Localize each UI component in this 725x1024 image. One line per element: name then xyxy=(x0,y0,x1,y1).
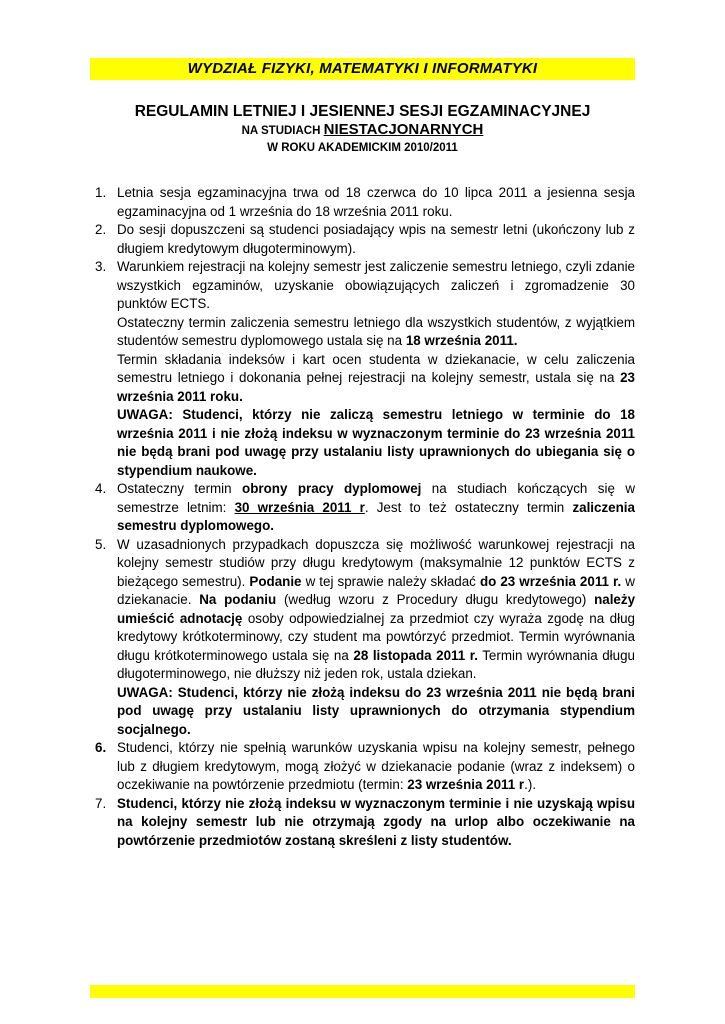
list-item-number: 1. xyxy=(95,185,107,200)
text-segment: do 23 września 2011 r. xyxy=(479,573,622,589)
list-item-content xyxy=(117,258,635,480)
text-segment: 28 listopada 2011 r. xyxy=(353,647,478,663)
list-item-number: 2. xyxy=(95,222,107,237)
text-segment: należy umieścić adnotację xyxy=(117,592,636,626)
title-block xyxy=(90,102,635,156)
text-segment: Studenci, którzy nie złożą indeksu w wyznaczonym terminie i nie uzyskają wpisu na kolejny semestr lub nie otrzymają zgody na urlop albo oczekiwanie na powtórzenie przedmiotów zostaną skreśleni z listy studentów. xyxy=(117,795,635,848)
list-item xyxy=(90,536,635,740)
text-segment: W uzasadnionych przypadkach dopuszcza się możliwość warunkowej rejestracji na kolejny semestr studiów przy długu kredytowym (maksymalnie 12 punktów ECTS z bieżącego semestru). xyxy=(117,536,635,589)
text-segment: 23 września 2011 roku. xyxy=(117,370,635,404)
paragraph xyxy=(117,536,635,684)
document-page xyxy=(90,58,635,850)
department-banner: WYDZIAŁ FIZYKI, MATEMATYKI I INFORMATYKI xyxy=(90,58,635,80)
list-item-number: 4. xyxy=(95,481,107,496)
text-segment: UWAGA: Studenci, którzy nie złożą indeksu do 23 września 2011 nie będą brani pod uwagę przy ustalaniu listy uprawnionych do otrzymania stypendium socjalnego. xyxy=(117,684,635,737)
text-segment: 18 września 2011. xyxy=(405,333,518,348)
paragraph xyxy=(117,258,635,314)
text-segment: UWAGA: Studenci, którzy nie zaliczą semestru letniego w terminie do 18 września 2011 i nie złożą indeksu w wyznaczonym terminie do 23 września 2011 nie będą brani pod uwagę przy ustalaniu listy uprawnionych do ubiegania się o stypendium naukowe. xyxy=(117,407,635,478)
paragraph xyxy=(117,351,635,407)
text-segment: Ostateczny termin xyxy=(117,481,243,496)
text-segment: 30 września 2011 r xyxy=(234,499,365,515)
subtitle-studies xyxy=(90,121,635,140)
text-segment: osoby odpowiedzialnej za przedmiot czy wyraża zgodę na dług kredytowy krótkoterminowy, czy student ma powtórzyć przedmiot. Termin wyrównania długu krótkoterminowego ustala się na xyxy=(117,610,635,663)
list-item xyxy=(90,739,635,795)
text-segment: Podanie xyxy=(249,573,302,589)
list-item xyxy=(90,480,635,536)
list-item-content xyxy=(117,739,635,795)
text-segment: na studiach kończących się w semestrze letnim: xyxy=(117,481,635,515)
text-segment: Warunkiem rejestracji na kolejny semestr jest zaliczenie semestru letniego, czyli zdanie wszystkich egzaminów, uzyskanie obowiązujących zaliczeń i zgromadzenie 30 punktów ECTS. xyxy=(117,259,635,311)
text-segment: Na podaniu xyxy=(199,592,277,607)
list-item-content xyxy=(117,184,635,221)
text-segment: w tej sprawie należy składać xyxy=(301,573,480,589)
list-item xyxy=(90,221,635,258)
list-item-content xyxy=(117,221,635,258)
list-item xyxy=(90,184,635,221)
paragraph xyxy=(117,221,635,258)
text-segment: 23 września 2011 r xyxy=(407,777,525,792)
subtitle-year: W ROKU AKADEMICKIM 2010/2011 xyxy=(267,142,458,154)
text-segment: . Jest to też ostateczny termin xyxy=(364,499,573,515)
paragraph xyxy=(117,480,635,536)
text-segment: (według wzoru z Procedury długu kredytowego) xyxy=(276,592,595,607)
paragraph xyxy=(117,739,635,795)
text-segment: Studenci, którzy nie spełnią warunków uzyskania wpisu na kolejny semestr, pełnego lub z długiem kredytowym, mogą złożyć w dziekanacie podanie (wraz z indeksem) o oczekiwanie na powtórzenie przedmiotu (termin: xyxy=(117,740,635,792)
list-item-number: 6. xyxy=(95,740,107,755)
paragraph xyxy=(117,795,635,851)
list-item-content xyxy=(117,795,635,851)
document-title: REGULAMIN LETNIEJ I JESIENNEJ SESJI EGZAMINACYJNEJ xyxy=(134,103,591,120)
list-item xyxy=(90,258,635,480)
footer-bar xyxy=(90,985,635,998)
list-item-number: 3. xyxy=(95,259,107,274)
list-item-content xyxy=(117,480,635,536)
regulation-list xyxy=(90,184,635,850)
text-segment: Termin wyrównania długu długoterminowego, nie dłuższy niż jeden rok, ustala dziekan. xyxy=(117,647,635,681)
paragraph xyxy=(117,684,635,740)
text-segment: .). xyxy=(524,777,537,792)
list-item-number: 7. xyxy=(95,795,107,811)
subtitle-studies-type: NIESTACJONARNYCH xyxy=(323,121,484,138)
text-segment: obrony pracy dyplomowej xyxy=(242,481,422,496)
text-segment: Termin składania indeksów i kart ocen studenta w dziekanacie, w celu zaliczenia semestru letniego i dokonania pełnej rejestracji na kolejny semestr, ustala się na xyxy=(117,351,635,385)
list-item xyxy=(90,795,635,851)
text-segment: zaliczenia semestru dyplomowego. xyxy=(117,499,635,533)
text-segment: Ostateczny termin zaliczenia semestru letniego dla wszystkich studentów, z wyjątkiem studentów semestru dyplomowego ustala się na xyxy=(117,314,635,348)
list-item-number: 5. xyxy=(95,536,107,552)
text-segment: w dziekanacie. xyxy=(117,573,635,607)
list-item-content xyxy=(117,536,635,740)
text-segment: Do sesji dopuszczeni są studenci posiadający wpis na semestr letni (ukończony lub z długiem kredytowym długoterminowym). xyxy=(117,222,635,256)
text-segment: Letnia sesja egzaminacyjna trwa od 18 czerwca do 10 lipca 2011 a jesienna sesja egzaminacyjna od 1 września do 18 września 2011 roku. xyxy=(117,185,635,219)
paragraph xyxy=(117,314,635,351)
subtitle-studies-prefix: NA STUDIACH xyxy=(241,125,324,137)
paragraph xyxy=(117,184,635,221)
paragraph xyxy=(117,406,635,480)
